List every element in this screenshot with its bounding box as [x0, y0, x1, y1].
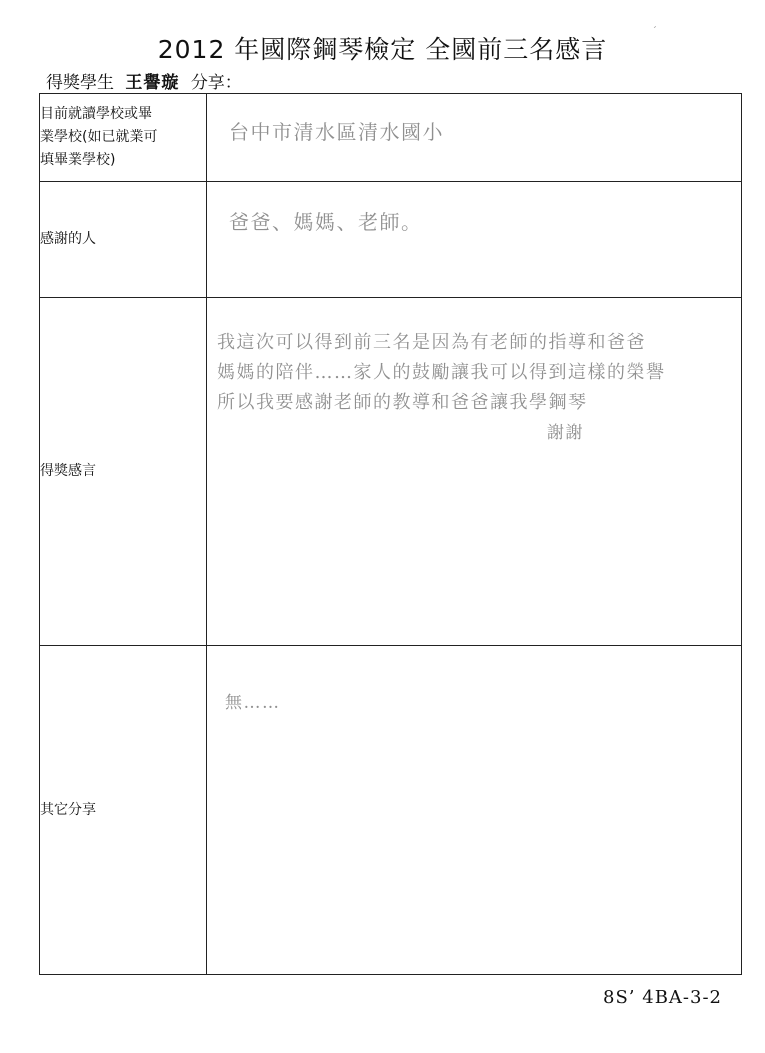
form-row-speech [40, 298, 742, 646]
testimonial-form-table [39, 93, 742, 975]
student-name: 王譽璇 [125, 73, 180, 93]
speech-content [207, 298, 742, 646]
handwriting-line: 媽媽的陪伴……家人的鼓勵讓我可以得到這樣的榮譽 [217, 362, 666, 383]
handwriting-line: 無…… [225, 693, 281, 713]
footer-code: 8S’ 4BA-3-2 [603, 987, 722, 1008]
school-label-line: 填畢業學校) [40, 152, 116, 168]
handwriting-signoff: 謝謝 [547, 423, 584, 443]
other-label [40, 646, 207, 975]
form-row-thanks [40, 182, 742, 298]
document-title: 2012 年國際鋼琴檢定 全國前三名感言 [157, 35, 608, 64]
student-suffix: 分享： [190, 73, 242, 93]
school-content [207, 94, 742, 182]
other-handwriting [225, 688, 281, 713]
handwriting-line: 爸爸、媽媽、老師。 [229, 210, 423, 234]
other-label-line: 其它分享 [40, 801, 96, 818]
other-content [207, 646, 742, 975]
student-label: 得獎學生 [46, 73, 114, 93]
handwriting-line: 我這次可以得到前三名是因為有老師的指導和爸爸 [217, 332, 646, 353]
thanks-label-line: 感謝的人 [40, 231, 96, 247]
thanks-content [207, 182, 742, 298]
handwriting-line: 台中市清水區清水國小 [229, 120, 444, 144]
corner-mark: ˊ [652, 26, 657, 37]
school-label-line: 業學校(如已就業可 [40, 129, 158, 145]
form-row-other [40, 646, 742, 975]
thanks-handwriting [229, 206, 423, 235]
thanks-label [40, 182, 207, 298]
school-label-line: 目前就讀學校或畢 [40, 106, 152, 122]
school-label [40, 94, 207, 182]
speech-handwriting [217, 328, 666, 448]
speech-label [40, 298, 207, 646]
handwriting-line: 所以我要感謝老師的教導和爸爸讓我學鋼琴 [217, 392, 588, 413]
student-line [46, 68, 242, 93]
form-row-school [40, 94, 742, 182]
school-handwriting [229, 116, 444, 145]
speech-label-line: 得獎感言 [40, 463, 96, 479]
